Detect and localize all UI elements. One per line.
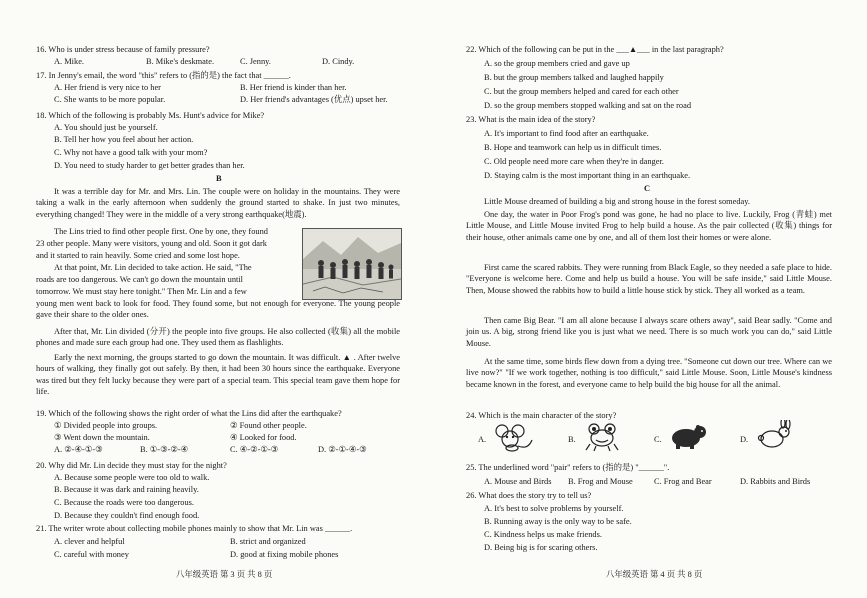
q20-option-b: B. Because it was dark and raining heavily.	[54, 485, 199, 494]
q19-option-a: A. ②-④-①-③	[54, 445, 103, 454]
q19-option-c: C. ④-②-①-③	[230, 445, 279, 454]
q16-option-d: D. Cindy.	[322, 57, 355, 66]
q21-option-a: A. clever and helpful	[54, 537, 125, 546]
passage-b-paragraph-2-end: young men went back to look for food. They found some, but not enough for everyone. The young people gave their share to the older ones.	[36, 299, 400, 320]
passage-b-line: 23 other people. Many were visitors, young and old. Soon it got dark	[36, 239, 267, 248]
page-footer-right: 八年级英语 第 4 页 共 8 页	[606, 570, 703, 579]
q19-event: ③ Went down the mountain.	[54, 433, 150, 442]
q23-option-b: B. Hope and teamwork can help us in difficult times.	[484, 143, 662, 152]
q17-option-c: C. She wants to be more popular.	[54, 95, 166, 104]
q25-stem: 25. The underlined word "pair" refers to (指的是) "______".	[466, 463, 670, 472]
passage-b-line: and it started to rain heavily. Some cried and some lost hope.	[36, 251, 240, 260]
q17-option-b: B. Her friend is kinder than her.	[240, 83, 347, 92]
q17-option-d: D. Her friend's advantages (优点) upset her.	[240, 95, 388, 104]
q19-option-d: D. ②-①-④-③	[318, 445, 367, 454]
q25-option-d: D. Rabbits and Birds	[740, 477, 811, 486]
q21-option-c: C. careful with money	[54, 550, 129, 559]
q25-option-a: A. Mouse and Birds	[484, 477, 552, 486]
q24-option-b-label: B.	[568, 435, 576, 444]
q24-option-a-label: A.	[478, 435, 487, 444]
q20-option-c: C. Because the roads were too dangerous.	[54, 498, 195, 507]
passage-b-paragraph-4: Early the next morning, the groups started to go down the mountain. It was difficult. ▲ . After twelve hours of walking, they finally got out safely. By then, it had been 30 hours since the earthquake. Everyone was tired but they felt lucky because they were part of a special team. This special team gave them hope for life.	[36, 353, 400, 397]
q19-event: ④ Looked for food.	[230, 433, 297, 442]
q22-option-b: B. but the group members talked and laughed happily	[484, 73, 664, 82]
q18-option-a: A. You should just be yourself.	[54, 123, 158, 132]
q22-option-c: C. but the group members helped and cared for each other	[484, 87, 679, 96]
q23-stem: 23. What is the main idea of the story?	[466, 115, 596, 124]
q22-option-a: A. so the group members cried and gave up	[484, 59, 630, 68]
q16-option-b: B. Mike's deskmate.	[146, 57, 215, 66]
passage-c-paragraph-5: At the same time, some birds flew down from a dying tree. "Someone cut down our tree. Where can we live now?" "If we work together, nothing is too difficult," said Little Mouse. Soon, Little Mouse's kindness became known in the forest, and everyone came to help build the big house for all the animal.	[466, 357, 832, 389]
q16-stem: 16. Who is under stress because of family pressure?	[36, 45, 210, 54]
q26-option-c: C. Kindness helps us make friends.	[484, 530, 602, 539]
q19-option-b: B. ①-③-②-④	[140, 445, 189, 454]
q21-stem: 21. The writer wrote about collecting mobile phones mainly to show that Mr. Lin was ______.	[36, 524, 353, 533]
q18-option-d: D. You need to study harder to get better grades than her.	[54, 161, 245, 170]
q17-option-a: A. Her friend is very nice to her	[54, 83, 161, 92]
passage-b-line: At that point, Mr. Lin decided to take action. He said, "The	[54, 263, 252, 272]
q18-option-b: B. Tell her how you feel about her action.	[54, 135, 194, 144]
section-c-heading: C	[644, 184, 651, 193]
q20-option-a: A. Because some people were too old to walk.	[54, 473, 210, 482]
q25-option-b: B. Frog and Mouse	[568, 477, 633, 486]
q22-stem: 22. Which of the following can be put in the ___▲___ in the last paragraph?	[466, 45, 724, 54]
q26-option-b: B. Running away is the only way to be safe.	[484, 517, 632, 526]
passage-b-paragraph-1: It was a terrible day for Mr. and Mrs. Lin. The couple were on holiday in the mountains. They were taking a walk in the early afternoon when suddenly the ground started to shake. In just two minutes, everything changed! They were in the middle of a very strong earthquake(地震).	[36, 187, 400, 219]
q23-option-d: D. Staying calm is the most important thing in an earthquake.	[484, 171, 691, 180]
q19-event: ① Divided people into groups.	[54, 421, 158, 430]
q24-option-d-label: D.	[740, 435, 749, 444]
q23-option-a: A. It's important to find food after an earthquake.	[484, 129, 649, 138]
q20-stem: 20. Why did Mr. Lin decide they must stay for the night?	[36, 461, 227, 470]
passage-b-line: tomorrow. We must stay here tonight." Then Mr. Lin and a few	[36, 287, 247, 296]
passage-b-line: roads are too dangerous. We can't go down the mountain until	[36, 275, 243, 284]
section-b-heading: B	[216, 174, 222, 183]
passage-c-paragraph-2: One day, the water in Poor Frog's pond was gone, he had no place to live. Luckily, Frog (青蛙) met Little Mouse, and Little Mouse invited Frog to help build a house. As the pair collected (收集) things for their house, other animals came one by one, and all of them lost their homes or were alone.	[466, 210, 832, 242]
q26-option-d: D. Being big is for scaring others.	[484, 543, 598, 552]
frog-icon	[582, 422, 624, 452]
q19-stem: 19. Which of the following shows the right order of what the Lins did after the earthquake?	[36, 409, 342, 418]
passage-c-paragraph-3: First came the scared rabbits. They were running from Black Eagle, so they needed a safe place to hide. "Everyone is welcome here. Come and help us build a house. You will be safe inside," said Little Mouse. Then, Mouse showed the rabbits how to build a little house stick by stick. They all worked as a team.	[466, 263, 832, 295]
q16-option-a: A. Mike.	[54, 57, 85, 66]
rabbit-icon	[754, 420, 796, 450]
mouse-icon	[492, 422, 534, 452]
q16-option-c: C. Jenny.	[240, 57, 271, 66]
passage-b-paragraph-3: After that, Mr. Lin divided (分开) the people into five groups. He also collected (收集) all the mobile phones and made sure each group had one. They used them as flashlights.	[36, 327, 400, 348]
q19-event: ② Found other people.	[230, 421, 307, 430]
q23-option-c: C. Old people need more care when they're in danger.	[484, 157, 664, 166]
q25-option-c: C. Frog and Bear	[654, 477, 712, 486]
passage-c-paragraph-1: Little Mouse dreamed of building a big and strong house in the forest someday.	[484, 197, 751, 206]
q18-stem: 18. Which of the following is probably Ms. Hunt's advice for Mike?	[36, 111, 265, 120]
q26-stem: 26. What does the story try to tell us?	[466, 491, 592, 500]
q26-option-a: A. It's best to solve problems by yourself.	[484, 504, 624, 513]
passage-c-paragraph-4: Then came Big Bear. "I am all alone because I always scare others away", said Bear sadly. "Come and join us. A big, strong friend like you is just what we need. There is so much work you can do," said Little Mouse.	[466, 316, 832, 348]
q21-option-b: B. strict and organized	[230, 537, 306, 546]
q21-option-d: D. good at fixing mobile phones	[230, 550, 339, 559]
q17-stem: 17. In Jenny's email, the word "this" refers to (指的是) the fact that ______.	[36, 71, 291, 80]
q22-option-d: D. so the group members stopped walking and sat on the road	[484, 101, 692, 110]
q24-option-c-label: C.	[654, 435, 662, 444]
bear-icon	[668, 420, 710, 450]
q18-option-c: C. Why not have a good talk with your mom?	[54, 148, 208, 157]
earthquake-illustration	[302, 228, 402, 300]
page-footer-left: 八年级英语 第 3 页 共 8 页	[176, 570, 273, 579]
q20-option-d: D. Because they couldn't find enough food.	[54, 511, 200, 520]
passage-b-line: The Lins tried to find other people first. One by one, they found	[54, 227, 268, 236]
q24-stem: 24. Which is the main character of the story?	[466, 411, 617, 420]
